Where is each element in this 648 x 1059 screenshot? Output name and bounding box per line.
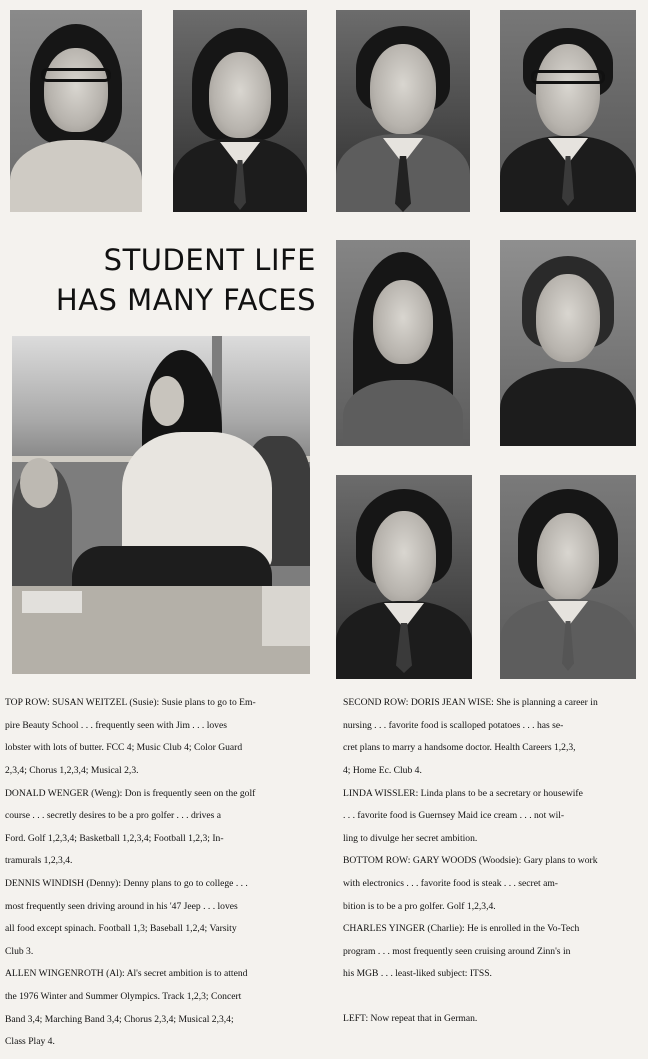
- caption-line: LINDA WISSLER: Linda plans to be a secretary or housewife: [343, 787, 583, 799]
- caption-line: program . . . most frequently seen cruising around Zinn's in: [343, 945, 571, 957]
- caption-line: Class Play 4.: [5, 1036, 55, 1048]
- caption-line: SECOND ROW: DORIS JEAN WISE: She is planning a career in: [343, 697, 598, 709]
- caption-line: cret plans to marry a handsome doctor. Health Careers 1,2,3,: [343, 742, 576, 754]
- caption-line: all food except spinach. Football 1,3; Baseball 1,2,4; Varsity: [5, 923, 237, 935]
- portrait-susan-weitzel: [10, 10, 142, 212]
- caption-line: course . . . secretly desires to be a pro golfer . . . drives a: [5, 810, 222, 822]
- caption-line: Club 3.: [5, 945, 34, 957]
- portrait-allen-wingenroth: [500, 10, 636, 212]
- caption-line: [343, 991, 643, 1002]
- caption-line: . . . favorite food is Guernsey Maid ice cream . . . not wil-: [343, 810, 565, 822]
- caption-right-column: [343, 686, 643, 1036]
- page-headline-line-2: HAS MANY FACES: [55, 283, 316, 317]
- caption-line: his MGB . . . least-liked subject: ITSS.: [343, 968, 492, 980]
- page-headline-line-1: STUDENT LIFE: [103, 243, 316, 277]
- caption-left-column: [5, 686, 323, 1059]
- portrait-doris-jean-wise: [336, 240, 470, 446]
- caption-line: 4; Home Ec. Club 4.: [343, 765, 422, 777]
- caption-line: nursing . . . favorite food is scalloped potatoes . . . has se-: [343, 719, 564, 731]
- caption-line: ALLEN WINGENROTH (Al): Al's secret ambition is to attend: [5, 968, 248, 980]
- caption-line: tramurals 1,2,3,4.: [5, 855, 73, 867]
- caption-line: DONALD WENGER (Weng): Don is frequently seen on the golf: [5, 787, 256, 799]
- caption-line: 2,3,4; Chorus 1,2,3,4; Musical 2,3.: [5, 765, 139, 777]
- candid-classroom-photo: [12, 336, 310, 674]
- caption-line: TOP ROW: SUSAN WEITZEL (Susie): Susie plans to go to Em-: [5, 697, 256, 709]
- caption-line: CHARLES YINGER (Charlie): He is enrolled in the Vo-Tech: [343, 923, 580, 935]
- caption-line: LEFT: Now repeat that in German.: [343, 1013, 478, 1025]
- caption-line: Ford. Golf 1,2,3,4; Basketball 1,2,3,4; Football 1,2,3; In-: [5, 832, 224, 844]
- portrait-charles-yinger: [500, 475, 636, 679]
- caption-line: Band 3,4; Marching Band 3,4; Chorus 2,3,4; Musical 2,3,4;: [5, 1013, 234, 1025]
- caption-line: with electronics . . . favorite food is steak . . . secret am-: [343, 878, 558, 890]
- caption-line: most frequently seen driving around in his '47 Jeep . . . loves: [5, 900, 238, 912]
- caption-line: DENNIS WINDISH (Denny): Denny plans to go to college . . .: [5, 878, 248, 890]
- portrait-linda-wissler: [500, 240, 636, 446]
- portrait-gary-woods: [336, 475, 472, 679]
- caption-line: BOTTOM ROW: GARY WOODS (Woodsie): Gary plans to work: [343, 855, 598, 867]
- portrait-dennis-windish: [336, 10, 470, 212]
- caption-line: ling to divulge her secret ambition.: [343, 832, 478, 844]
- caption-line: lobster with lots of butter. FCC 4; Music Club 4; Color Guard: [5, 742, 243, 754]
- caption-line: bition is to be a pro golfer. Golf 1,2,3,4.: [343, 900, 496, 912]
- portrait-donald-wenger: [173, 10, 307, 212]
- caption-line: pire Beauty School . . . frequently seen with Jim . . . loves: [5, 719, 227, 731]
- caption-line: the 1976 Winter and Summer Olympics. Track 1,2,3; Concert: [5, 991, 242, 1003]
